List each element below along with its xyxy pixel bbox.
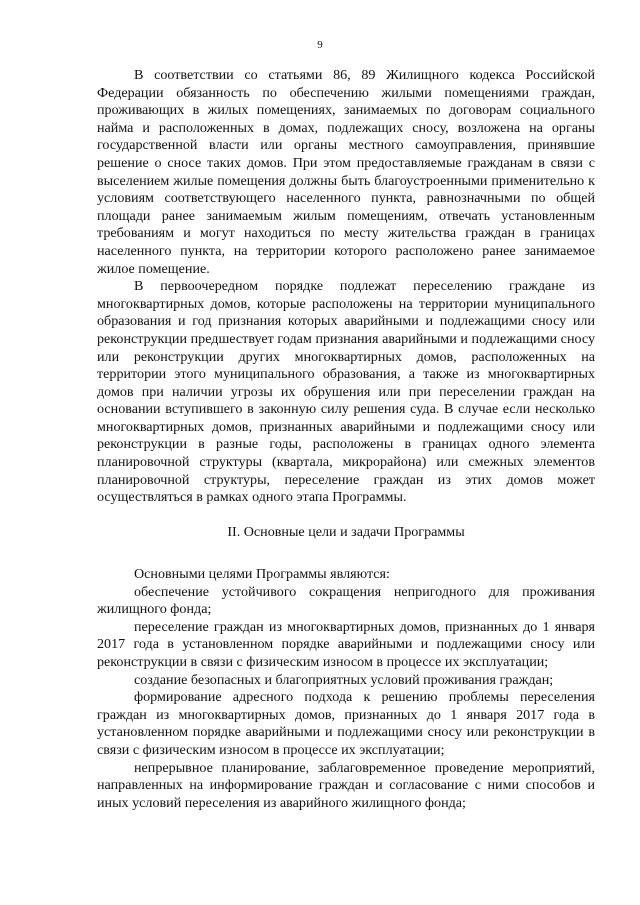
paragraph-priority-resettlement: В первоочередном порядке подлежат переселению граждане из многоквартирных домов, которые расположены на территории муниципального образования и год признания которых аварийными и подлежащими сносу или реконструкции предшествует годам признания аварийными и подлежащими сносу или реконструкции других многоквартирных домов, расположенных на территории этого муниципального образования, а также из многоквартирных домов при наличии угрозы их обрушения или при переселении граждан на основании вступившего в законную силу решения суда. В случае если несколько многоквартирных домов, признанных аварийными и подлежащими сносу или реконструкции в разные годы, расположены в границах одного элемента планировочной структуры (квартала, микрорайона) или смежных элементов планировочной структуры, переселение граждан из этих домов может осуществляться в рамках одного этапа Программы. bbox=[97, 278, 595, 506]
goal-item: переселение граждан из многоквартирных домов, признанных до 1 января 2017 года в установленном порядке аварийными и подлежащими сносу или реконструкции в связи с физическим износом в процессе их эксплуатации; bbox=[97, 618, 595, 670]
goal-item: формирование адресного подхода к решению проблемы переселения граждан из многоквартирных домов, признанных до 1 января 2017 года в установленном порядке аварийными и подлежащими сносу или реконструкции в связи с физическим износом в процессе их эксплуатации; bbox=[97, 689, 595, 758]
goals-list bbox=[97, 566, 595, 812]
page-number: 9 bbox=[317, 39, 323, 51]
goal-item: обеспечение устойчивого сокращения непригодного для проживания жилищного фонда; bbox=[97, 583, 595, 618]
section-heading: II. Основные цели и задачи Программы bbox=[227, 524, 465, 540]
goals-intro: Основными целями Программы являются: bbox=[134, 566, 390, 582]
intro-text bbox=[97, 67, 595, 507]
paragraph-housing-code: В соответствии со статьями 86, 89 Жилищного кодекса Российской Федерации обязанность по обеспечению жилыми помещениями граждан, проживающих в жилых помещениях, занимаемых по договорам социального найма и расположенных в домах, подлежащих сносу, возложена на органы государственной власти или органы местного самоуправления, принявшие решение о сносе таких домов. При этом предоставляемые гражданам в связи с выселением жилые помещения должны быть благоустроенными применительно к условиям соответствующего населенного пункта, равнозначными по общей площади ранее занимаемым жилым помещениям, отвечать установленным требованиям и могут находиться по месту жительства граждан в границах населенного пункта, на территории которого расположено ранее занимаемое жилое помещение. bbox=[97, 67, 595, 277]
goal-item: создание безопасных и благоприятных условий проживания граждан; bbox=[134, 671, 554, 688]
goal-item: непрерывное планирование, заблаговременное проведение мероприятий, направленных на информирование граждан и согласование с ними способов и иных условий переселения из аварийного жилищного фонда; bbox=[97, 759, 595, 811]
